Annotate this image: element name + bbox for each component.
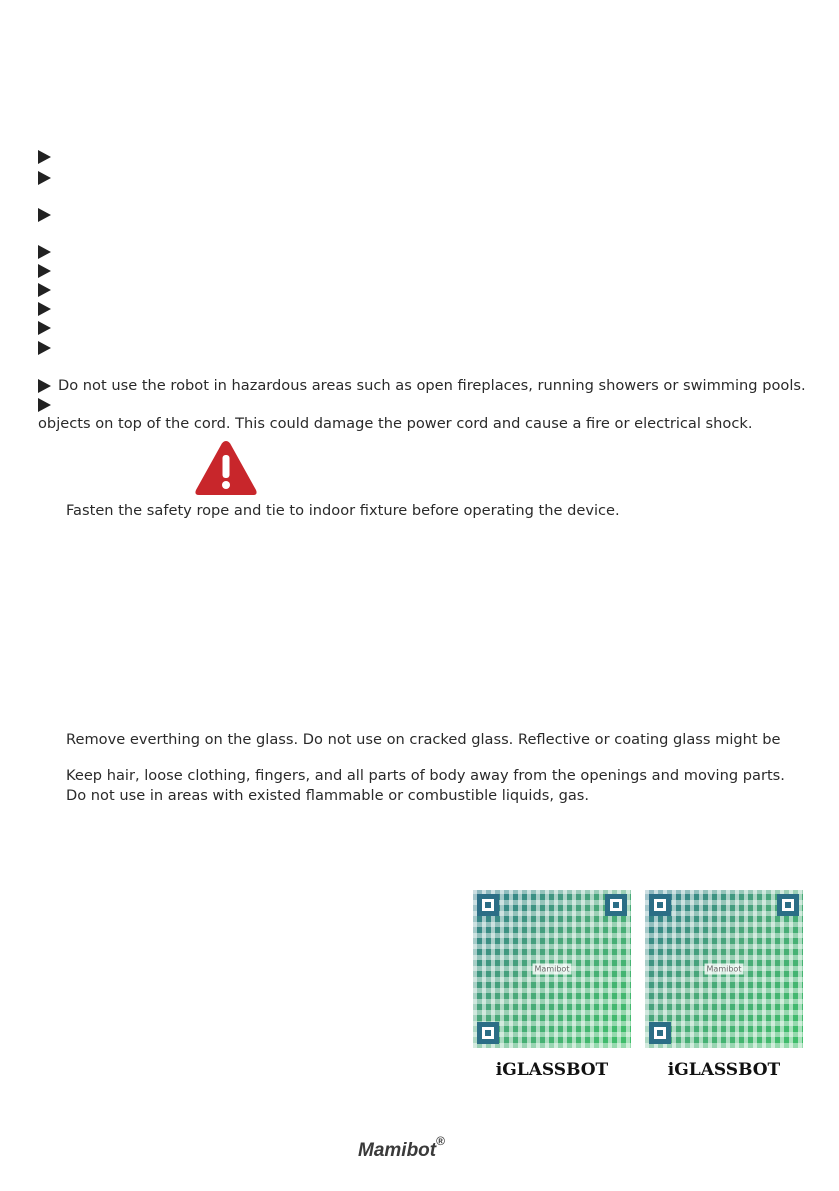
bullet-marker <box>38 171 51 185</box>
bullet-marker <box>38 379 51 393</box>
bullet-marker <box>38 321 51 335</box>
body-parts-text: Keep hair, loose clothing, fingers, and all parts of body away from the openings and moving parts. <box>66 767 785 784</box>
brand-name: Mamibot <box>358 1140 437 1161</box>
bullet-marker <box>38 283 51 297</box>
qr-code-1 <box>473 890 631 1048</box>
qr-label-2: iGLASSBOT <box>667 1060 781 1080</box>
qr-center-text: Mamibot <box>706 964 742 974</box>
hazard-areas-text: Do not use the robot in hazardous areas such as open fireplaces, running showers or swimming pools. <box>58 377 806 394</box>
qr-code-2 <box>645 890 803 1048</box>
bullet-marker <box>38 341 51 355</box>
glass-text: Remove everthing on the glass. Do not use on cracked glass. Reflective or coating glass might be <box>66 731 781 748</box>
bullet-marker <box>38 264 51 278</box>
flammable-text: Do not use in areas with existed flammable or combustible liquids, gas. <box>66 787 590 804</box>
bullet-marker <box>38 208 51 222</box>
bullet-marker <box>38 150 51 164</box>
warning-triangle-icon <box>193 438 259 498</box>
cord-warning-text: objects on top of the cord. This could damage the power cord and cause a fire or electrical shock. <box>38 415 753 432</box>
bullet-marker <box>38 398 51 412</box>
brand-logo <box>358 1134 445 1162</box>
safety-rope-text: Fasten the safety rope and tie to indoor fixture before operating the device. <box>66 502 620 519</box>
bullet-marker <box>38 245 51 259</box>
qr-label-1: iGLASSBOT <box>495 1060 609 1080</box>
qr-center-text: Mamibot <box>534 964 570 974</box>
bullet-marker <box>38 302 51 316</box>
registered-mark: ® <box>436 1134 445 1148</box>
